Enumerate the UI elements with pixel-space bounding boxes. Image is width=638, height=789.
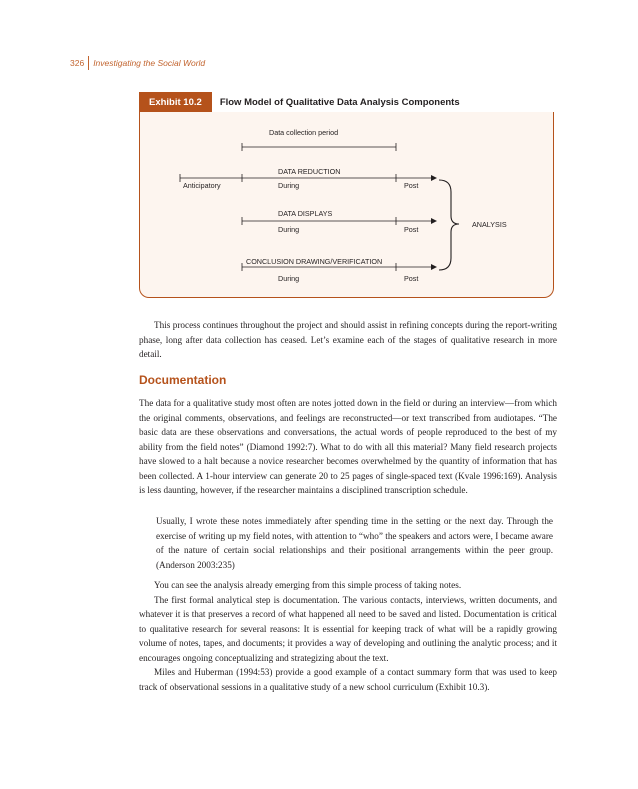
header-divider: [88, 56, 89, 70]
intro-paragraph-block: [139, 318, 557, 362]
period-label: Data collection period: [269, 128, 339, 137]
closing-paragraphs: [139, 578, 557, 694]
block-quote-text: Usually, I wrote these notes immediately after spending time in the setting or the next day. Through the exercise of writing up my field notes, with attention to “who” the speakers and actors were, I became aware of the nature of certain social relationships and their positional arrangements within the peer group. (Anderson 2003:235): [156, 516, 553, 570]
paragraph-documentation-step: The first formal analytical step is documentation. The various contacts, interviews, written documents, and whatever it is that preserves a record of what happened all need to be saved and listed. Documentation is critical to qualitative research for several reasons: It is essential for keeping track of what will be a rapidly growing volume of notes, tapes, and documents; it provides a way of developing and outlining the analytic process; and it encourages ongoing conceptualizing and strategizing about the text.: [139, 594, 557, 663]
row-during-data-reduction: During: [278, 181, 300, 190]
paragraph-analysis-emerging: You can see the analysis already emerging from this simple process of taking notes.: [154, 580, 462, 590]
running-head-title: Investigating the Social World: [93, 58, 206, 68]
row-post-conclusion-drawing: Post: [404, 274, 419, 283]
row-label-conclusion-drawing: CONCLUSION DRAWING/VERIFICATION: [246, 257, 383, 266]
row-during-data-displays: During: [278, 225, 300, 234]
documentation-paragraph-block: [139, 396, 557, 498]
period-bar: [242, 143, 396, 151]
row-label-data-reduction: DATA REDUCTION: [278, 167, 341, 176]
exhibit-title: Flow Model of Qualitative Data Analysis Components: [219, 96, 460, 108]
row-post-data-reduction: Post: [404, 181, 419, 190]
intro-paragraph: This process continues throughout the project and should assist in refining concepts during the report-writing phase, long after data collection has ceased. Let’s examine each of the stages of qualitative research in more detail.: [139, 320, 557, 359]
exhibit-label: Exhibit 10.2: [139, 92, 212, 112]
flow-model-diagram: [139, 92, 554, 299]
page-number: 326: [70, 58, 85, 68]
block-quote: [156, 514, 553, 572]
section-heading-documentation: Documentation: [139, 373, 227, 387]
row-post-data-displays: Post: [404, 225, 419, 234]
documentation-paragraph: The data for a qualitative study most often are notes jotted down in the field or during an interview—from which the original comments, observations, and feelings are reconstructed—or text transcribed from audiotapes. “The basic data are these observations and conversations, the actual words of people reproduced to the best of my ability from the field notes” (Diamond 1992:7). What to do with all this material? Many field research projects have slowed to a halt because a novice researcher becomes overwhelmed by the quantity of information that has been collected. A 1-hour interview can generate 20 to 25 pages of single-spaced text (Kvale 1996:169). Analysis is less daunting, however, if the researcher maintains a disciplined transcription schedule.: [139, 398, 557, 495]
analysis-label: ANALYSIS: [472, 220, 507, 229]
analysis-brace: [439, 180, 459, 270]
anticipatory-label: Anticipatory: [183, 181, 221, 190]
paragraph-contact-summary: Miles and Huberman (1994:53) provide a good example of a contact summary form that was used to keep track of observational sessions in a qualitative study of a new school curriculum (Exhibit 10.3).: [139, 667, 557, 692]
row-label-data-displays: DATA DISPLAYS: [278, 209, 333, 218]
data-displays-arrow: [242, 217, 436, 225]
exhibit-figure: [139, 92, 554, 299]
running-header: [70, 55, 205, 71]
row-during-conclusion-drawing: During: [278, 274, 300, 283]
